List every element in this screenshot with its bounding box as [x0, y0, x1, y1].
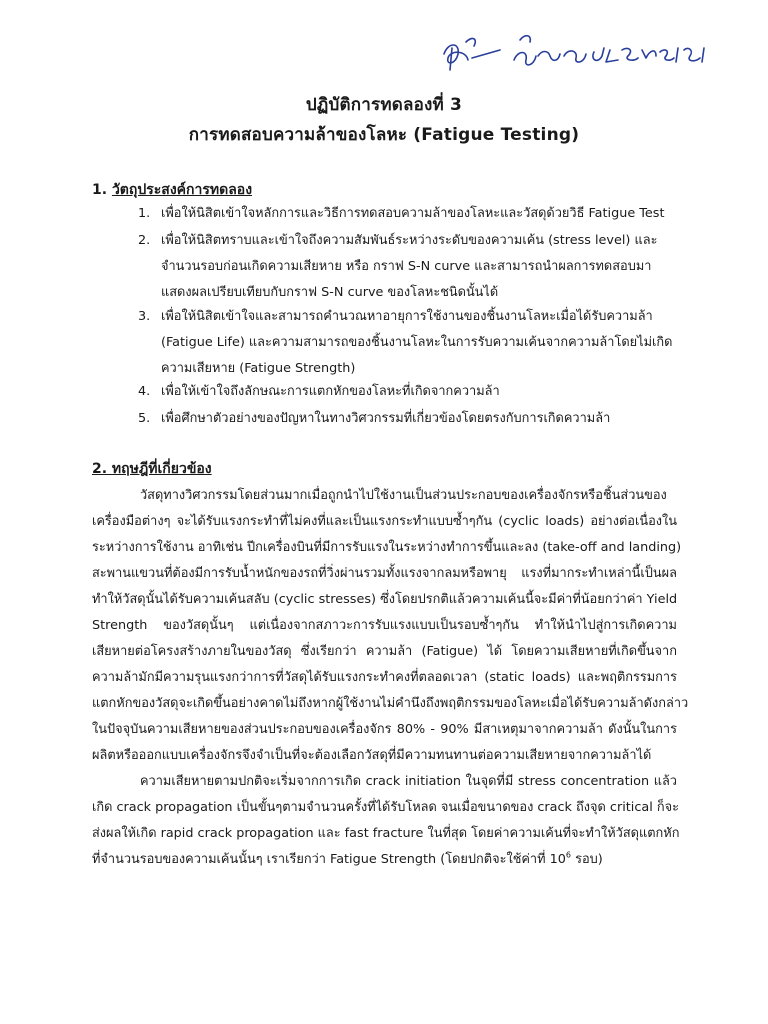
theory-paragraph [92, 483, 689, 769]
page-title: ปฏิบัติการทดลองที่ 3 [305, 95, 463, 115]
paragraph-text: ที่จำนวนรอบของความเค้นนั้นๆ เราเรียกว่า Fatigue Strength (โดยปกติจะใช้ค่าที่ 10 [92, 852, 566, 867]
section-title: 2. ทฤษฎีที่เกี่ยวข้อง [92, 461, 212, 477]
paragraph-text: รอบ) [571, 852, 603, 867]
list-text: เพื่อให้นิสิตทราบและเข้าใจถึงความสัมพันธ์ระหว่างระดับของความเค้น (stress level) และ [161, 233, 658, 248]
section-heading-objectives [92, 179, 252, 201]
list-text: เพื่อให้นิสิตเข้าใจและสามารถคำนวณหาอายุการใช้งานของชิ้นงานโลหะเมื่อได้รับความล้า [161, 309, 653, 324]
list-text: เพื่อให้นิสิตเข้าใจหลักการและวิธีการทดสอบความล้าของโลหะและวัสดุด้วยวิธี Fatigue Test [161, 206, 665, 221]
paragraph-line [92, 847, 677, 873]
paragraph-line: วัสดุทางวิศวกรรมโดยส่วนมากเมื่อถูกนำไปใช้งานเป็นส่วนประกอบของเครื่องจักรหรือชิ้นส่วนของ [140, 488, 667, 503]
list-number: 1. [138, 206, 151, 221]
paragraph-line: เสียหายต่อโครงสร้างภายในของวัสดุ ซึ่งเรียกว่า ความล้า (Fatigue) ได้ โดยความเสียหายที่เกิดขึ้นจาก [92, 644, 677, 659]
list-text: เพื่อให้เข้าใจถึงลักษณะการแตกหักของโลหะที่เกิดจากความล้า [161, 384, 500, 399]
paragraph-line: ความล้ามักมีความรุนแรงกว่าการที่วัสดุได้รับแรงกระทำคงที่ตลอดเวลา (static loads) และพฤติกรรมการ [92, 670, 677, 685]
paragraph-line: แตกหักของวัสดุจะเกิดขึ้นอย่างคาดไม่ถึงหากผู้ใช้งานไม่คำนึงถึงพฤติกรรมของโลหะเมื่อได้รับความล้าดังกล่าว [92, 696, 689, 711]
paragraph-line: ระหว่างการใช้งาน อาทิเช่น ปีกเครื่องบินที่มีการรับแรงในระหว่างทำการขึ้นและลง (take-off and landing) [92, 540, 682, 555]
list-text: ความเสียหาย (Fatigue Strength) [161, 361, 356, 376]
list-text: แสดงผลเปรียบเทียบกับกราฟ S-N curve ของโลหะชนิดนั้นได้ [161, 285, 499, 300]
section-title: วัตถุประสงค์การทดลอง [111, 182, 253, 198]
theory-paragraph [92, 769, 680, 873]
list-text: จำนวนรอบก่อนเกิดความเสียหาย หรือ กราฟ S-N curve และสามารถนำผลการทดสอบมา [161, 259, 652, 274]
list-number: 2. [138, 233, 151, 248]
page-subtitle: การทดสอบความล้าของโลหะ (Fatigue Testing) [188, 125, 580, 145]
paragraph-line: ความเสียหายตามปกติจะเริ่มจากการเกิด crack initiation ในจุดที่มี stress concentration แล้ว [140, 774, 677, 789]
paragraph-line: ทำให้วัสดุนั้นได้รับความเค้นสลับ (cyclic stresses) ซึ่งโดยปรกติแล้วความเค้นนี้จะมีค่าที่น้อยกว่าค่า Yield [92, 592, 678, 607]
exponent: 6 [565, 850, 572, 860]
list-number: 3. [138, 309, 151, 324]
section-heading-theory [92, 458, 212, 480]
list-text: (Fatigue Life) และความสามารถของชิ้นงานโลหะในการรับความเค้นจากความล้าโดยไม่เกิด [161, 335, 673, 350]
paragraph-line: เครื่องมือต่างๆ จะได้รับแรงกระทำที่ไม่คงที่และเป็นแรงกระทำแบบซ้ำๆกัน (cyclic loads) อย่างต่อเนื่องใน [92, 514, 677, 529]
paragraph-line: ในปัจจุบันความเสียหายของส่วนประกอบของเครื่องจักร 80% - 90% มีสาเหตุมาจากความล้า ดังนั้นในการ [92, 722, 677, 737]
paragraph-line: ผลิตหรือออกแบบเครื่องจักรจึงจำเป็นที่จะต้องเลือกวัสดุที่มีความทนทานต่อความเสียหายจากความล้าได้ [92, 748, 652, 763]
list-text: เพื่อศึกษาตัวอย่างของปัญหาในทางวิศวกรรมที่เกี่ยวข้องโดยตรงกับการเกิดความล้า [161, 411, 611, 426]
list-number: 5. [138, 411, 151, 426]
paragraph-line: Strength ของวัสดุนั้นๆ แต่เนื่องจากสภาวะการรับแรงแบบเป็นรอบซ้ำๆกัน ทำให้นำไปสู่การเกิดความ [92, 618, 677, 633]
paragraph-line: สะพานแขวนที่ต้องมีการรับน้ำหนักของรถที่วิ่งผ่านรวมทั้งแรงจากลมหรือพายุ แรงที่มากระทำเหล่านี้เป็นผล [92, 566, 677, 581]
paragraph-line: ส่งผลให้เกิด rapid crack propagation และ fast fracture ในที่สุด โดยค่าความเค้นที่จะทำให้วัสดุแตกหัก [92, 826, 680, 841]
handwritten-signature [438, 20, 738, 80]
section-number: 1. [92, 182, 108, 198]
paragraph-line: เกิด crack propagation เป็นขั้นๆตามจำนวนครั้งที่ได้รับโหลด จนเมื่อขนาดของ crack ถึงจุด critical ก็จะ [92, 800, 679, 815]
list-number: 4. [138, 384, 151, 399]
